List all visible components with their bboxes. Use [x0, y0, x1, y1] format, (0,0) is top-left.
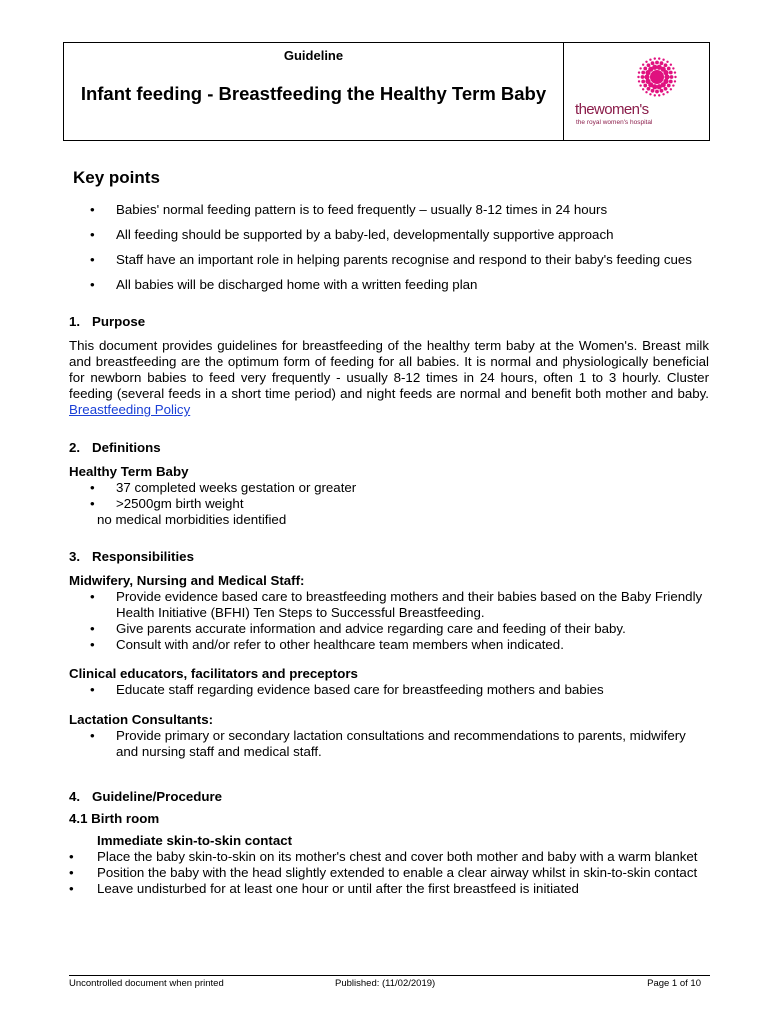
page-footer: [69, 975, 710, 989]
list-item: • Position the baby with the head slightly extended to enable a clear airway whilst in skin-to-skin contact: [69, 865, 709, 881]
list-item: • All babies will be discharged home with a written feeding plan: [69, 277, 709, 293]
responsibility-group-title: Midwifery, Nursing and Medical Staff:: [69, 573, 305, 588]
responsibility-group-title: Lactation Consultants:: [69, 712, 214, 727]
definitions-list: [69, 480, 709, 512]
list-item: • Babies' normal feeding pattern is to feed frequently – usually 8-12 times in 24 hours: [69, 202, 709, 218]
womens-flower-logo-icon: [635, 55, 679, 99]
responsibility-list: [69, 589, 709, 653]
section-heading-responsibilities: 3. Responsibilities: [69, 549, 194, 564]
list-item: • Staff have an important role in helping parents recognise and respond to their baby's feeding cues: [69, 252, 709, 268]
logo-wordmark: thewomen's: [575, 101, 649, 118]
breastfeeding-policy-link[interactable]: Breastfeeding Policy: [69, 402, 191, 417]
document-body: [69, 170, 709, 897]
document-title: Infant feeding - Breastfeeding the Healthy Term Baby: [80, 83, 547, 104]
logo-subtext: the royal women's hospital: [576, 119, 653, 126]
section-heading-purpose: 1. Purpose: [69, 314, 146, 329]
key-points-list: [69, 202, 709, 293]
footer-page-number: Page 1 of 10: [647, 978, 701, 989]
header-logo-cell: [564, 43, 709, 140]
definitions-extra: no medical morbidities identified: [97, 512, 287, 527]
key-points-heading: Key points: [73, 168, 160, 187]
purpose-paragraph: This document provides guidelines for breastfeeding of the healthy term baby at the Women's. Breast milk and breastfeeding are the optimum form of feeding for all babies. It is normal and physiologically beneficial for newborn babies to feed very frequently - usually 8-12 times in 24 hours, often 1 to 3 hourly. Cluster feeding (several feeds in a short time period) and night feeds are normal and benefit both mother and baby. Breastfeeding Policy: [69, 338, 709, 417]
birth-room-heading: 4.1 Birth room: [69, 811, 160, 826]
section-heading-procedure: 4. Guideline/Procedure: [69, 789, 223, 804]
list-item: • >2500gm birth weight: [69, 496, 709, 512]
procedure-list: [69, 849, 709, 897]
list-item: • All feeding should be supported by a baby-led, developmentally supportive approach: [69, 227, 709, 243]
healthy-term-baby-heading: Healthy Term Baby: [69, 464, 189, 479]
list-item: • Provide evidence based care to breastfeeding mothers and their babies based on the Baby Friendly Health Initiative (BFHI) Ten Steps to Successful Breastfeeding.: [69, 589, 709, 621]
responsibility-list: [69, 682, 709, 698]
responsibility-list: [69, 728, 709, 760]
responsibility-group-title: Clinical educators, facilitators and preceptors: [69, 666, 358, 681]
list-item: • 37 completed weeks gestation or greater: [69, 480, 709, 496]
list-item: • Provide primary or secondary lactation consultations and recommendations to parents, midwifery and nursing staff and medical staff.: [69, 728, 709, 760]
document-header: [63, 42, 710, 141]
skin-to-skin-heading: Immediate skin-to-skin contact: [97, 833, 293, 848]
list-item: • Place the baby skin-to-skin on its mother's chest and cover both mother and baby with a warm blanket: [69, 849, 709, 865]
section-heading-definitions: 2. Definitions: [69, 440, 161, 455]
document-type-label: Guideline: [283, 48, 344, 63]
list-item: • Educate staff regarding evidence based care for breastfeeding mothers and babies: [69, 682, 709, 698]
footer-published-date: Published: (11/02/2019): [335, 978, 436, 989]
footer-disclaimer: Uncontrolled document when printed: [69, 978, 224, 989]
list-item: • Give parents accurate information and advice regarding care and feeding of their baby.: [69, 621, 709, 637]
header-title-cell: [64, 43, 564, 140]
list-item: • Leave undisturbed for at least one hour or until after the first breastfeed is initiated: [69, 881, 709, 897]
list-item: • Consult with and/or refer to other healthcare team members when indicated.: [69, 637, 709, 653]
